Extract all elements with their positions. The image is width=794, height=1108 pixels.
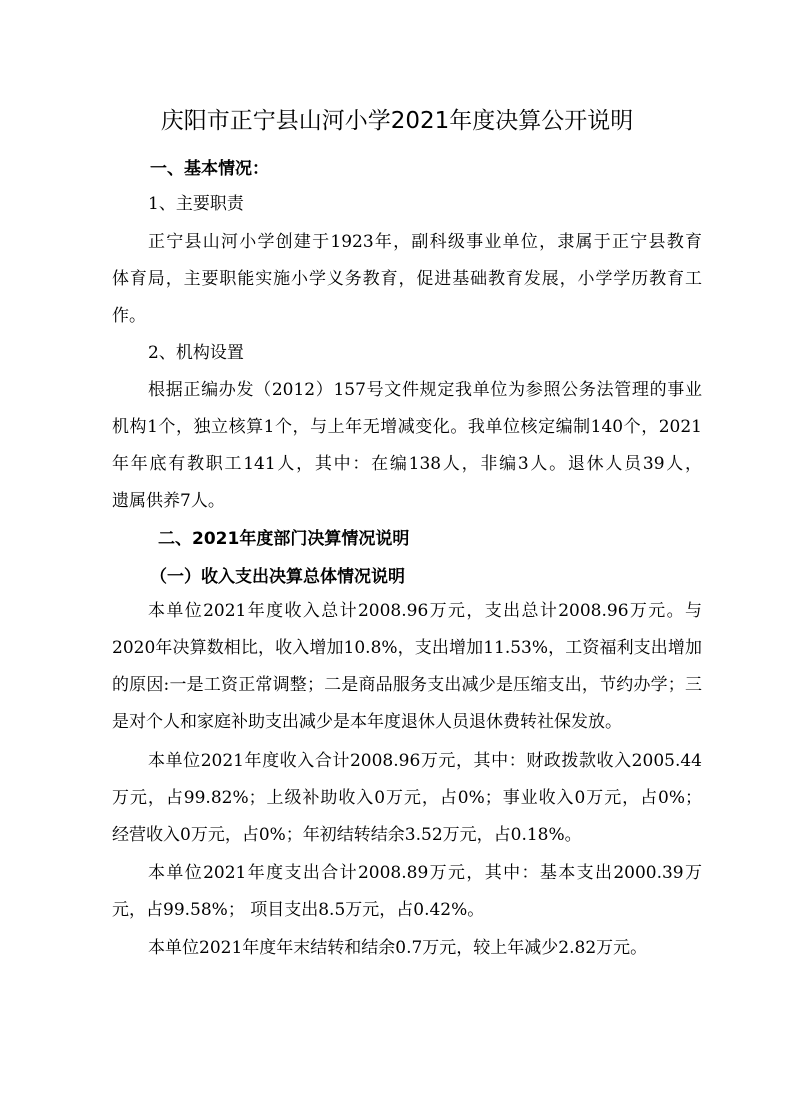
text-line: 体育局，主要职能实施小学义务教育，促进基础教育发展，小学学历教育工 — [112, 269, 702, 289]
text-line: 本单位2021年度收入总计2008.96万元，支出总计2008.96万元。与 — [148, 601, 702, 621]
paragraph-totals — [112, 593, 702, 741]
text-line: 经营收入0万元，占0%；年初结转结余3.52万元，占0.18%。 — [112, 825, 582, 845]
text-line: 是对个人和家庭补助支出减少是本年度退休人员退休费转社保发放。 — [112, 712, 622, 732]
text-line: 遗属供养7人。 — [112, 491, 225, 511]
text-line: 作。 — [112, 306, 146, 326]
text-line: 本单位2021年度支出合计2008.89万元，其中：基本支出2000.39万 — [148, 863, 702, 883]
paragraph-expenditure — [112, 855, 702, 929]
text-line: 机构1个，独立核算1个，与上年无增减变化。我单位核定编制140个，2021 — [112, 417, 702, 437]
subheading-organization: 2、机构设置 — [148, 343, 244, 363]
paragraph-carryover — [112, 930, 702, 967]
text-line: 本单位2021年度收入合计2008.96万元，其中：财政拨款收入2005.44 — [148, 751, 702, 771]
subheading-main-duties: 1、主要职责 — [148, 194, 244, 214]
text-line: 本单位2021年度年末结转和结余0.7万元，较上年减少2.82万元。 — [148, 938, 648, 958]
text-line: 年年底有教职工141人，其中：在编138人，非编3人。退休人员39人， — [112, 454, 702, 474]
text-line: 的原因:一是工资正常调整；二是商品服务支出减少是压缩支出，节约办学；三 — [112, 675, 702, 695]
subsection-heading-income-expenditure: （一）收入支出决算总体情况说明 — [150, 567, 405, 587]
document-title: 庆阳市正宁县山河小学2021年度决算公开说明 — [160, 108, 634, 134]
paragraph-organization — [112, 372, 702, 520]
text-line: 2020年决算数相比，收入增加10.8%，支出增加11.53%，工资福利支出增加 — [112, 638, 702, 658]
paragraph-income — [112, 743, 702, 854]
section-heading-final-accounts: 二、2021年度部门决算情况说明 — [158, 529, 410, 549]
text-line: 万元，占99.82%；上级补助收入0万元，占0%；事业收入0万元，占0%； — [112, 788, 702, 808]
section-heading-basic-info: 一、基本情况： — [150, 159, 269, 179]
text-line: 根据正编办发（2012）157号文件规定我单位为参照公务法管理的事业 — [148, 380, 702, 400]
paragraph-main-duties — [112, 224, 702, 335]
text-line: 元，占99.58%； 项目支出8.5万元，占0.42%。 — [112, 900, 485, 920]
text-line: 正宁县山河小学创建于1923年，副科级事业单位，隶属于正宁县教育 — [148, 232, 702, 252]
